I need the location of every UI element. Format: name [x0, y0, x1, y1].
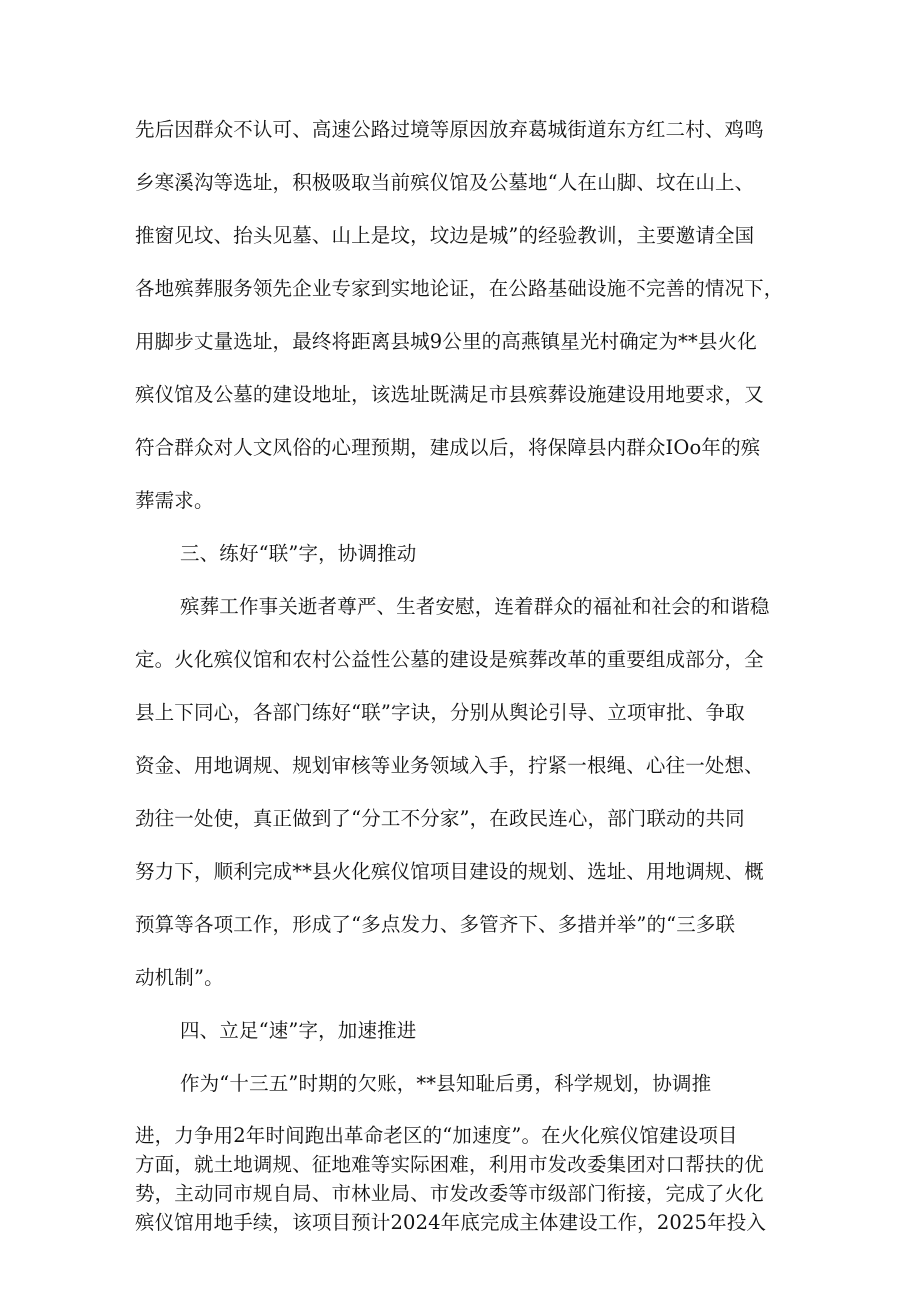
paragraph-2-line-3: 县上下同心，各部门练好“联”字诀，分别从舆论引导、立项审批、争取	[135, 701, 745, 724]
paragraph-2-line-4: 资金、用地调规、规划审核等业务领域入手，拧紧一根绳、心往一处想、	[135, 754, 764, 777]
section-heading-3: 三、练好“联”字，协调推动	[180, 542, 417, 565]
paragraph-1-line-3: 推窗见坟、抬头见墓、山上是坟，坟边是城”的经验教训，主要邀请全国	[135, 224, 755, 247]
paragraph-2-line-7: 预算等各项工作，形成了“多点发力、多管齐下、多措并举”的“三多联	[135, 913, 736, 936]
paragraph-3-line-5: 殡仪馆用地手续，该项目预计2024年底完成主体建设工作，2025年投入	[135, 1211, 767, 1234]
paragraph-3-line-1: 作为“十三五”时期的欠账，**县知耻后勇，科学规划，协调推	[180, 1072, 712, 1095]
paragraph-2-line-8: 动机制”。	[135, 966, 224, 989]
section-heading-4: 四、立足“速”字，加速推进	[180, 1019, 417, 1042]
paragraph-1-line-5: 用脚步丈量选址，最终将距离县城9公里的高燕镇星光村确定为**县火化	[135, 330, 757, 353]
paragraph-2-line-1: 殡葬工作事关逝者尊严、生者安慰，连着群众的福祉和社会的和谐稳	[180, 595, 770, 618]
paragraph-1-line-2: 乡寒溪沟等选址，积极吸取当前殡仪馆及公墓地“人在山脚、坟在山上、	[135, 171, 755, 194]
paragraph-2-line-5: 劲往一处使，真正做到了“分工不分家”，在政民连心，部门联动的共同	[135, 807, 745, 830]
paragraph-3-line-3: 方面，就土地调规、征地难等实际困难，利用市发改委集团对口帮扶的优	[135, 1153, 764, 1176]
paragraph-3-line-2: 进，力争用2年时间跑出革命老区的“加速度”。在火化殡仪馆建设项目	[135, 1124, 738, 1147]
paragraph-1-line-1: 先后因群众不认可、高速公路过境等原因放弃葛城街道东方红二村、鸡鸣	[135, 118, 764, 141]
paragraph-1-line-7: 符合群众对人文风俗的心理预期，建成以后，将保障县内群众IOo年的殡	[135, 436, 761, 459]
paragraph-1-line-8: 葬需求。	[135, 489, 214, 512]
paragraph-2-line-2: 定。火化殡仪馆和农村公益性公墓的建设是殡葬改革的重要组成部分，全	[135, 648, 764, 671]
paragraph-1-line-6: 殡仪馆及公墓的建设地址，该选址既满足市县殡葬设施建设用地要求，又	[135, 383, 764, 406]
paragraph-1-line-4: 各地殡葬服务领先企业专家到实地论证，在公路基础设施不完善的情况下，	[135, 277, 784, 300]
paragraph-3-line-4: 势，主动同市规自局、市林业局、市发改委等市级部门衔接，完成了火化	[135, 1182, 764, 1205]
paragraph-2-line-6: 努力下，顺利完成**县火化殡仪馆项目建设的规划、选址、用地调规、概	[135, 860, 764, 883]
